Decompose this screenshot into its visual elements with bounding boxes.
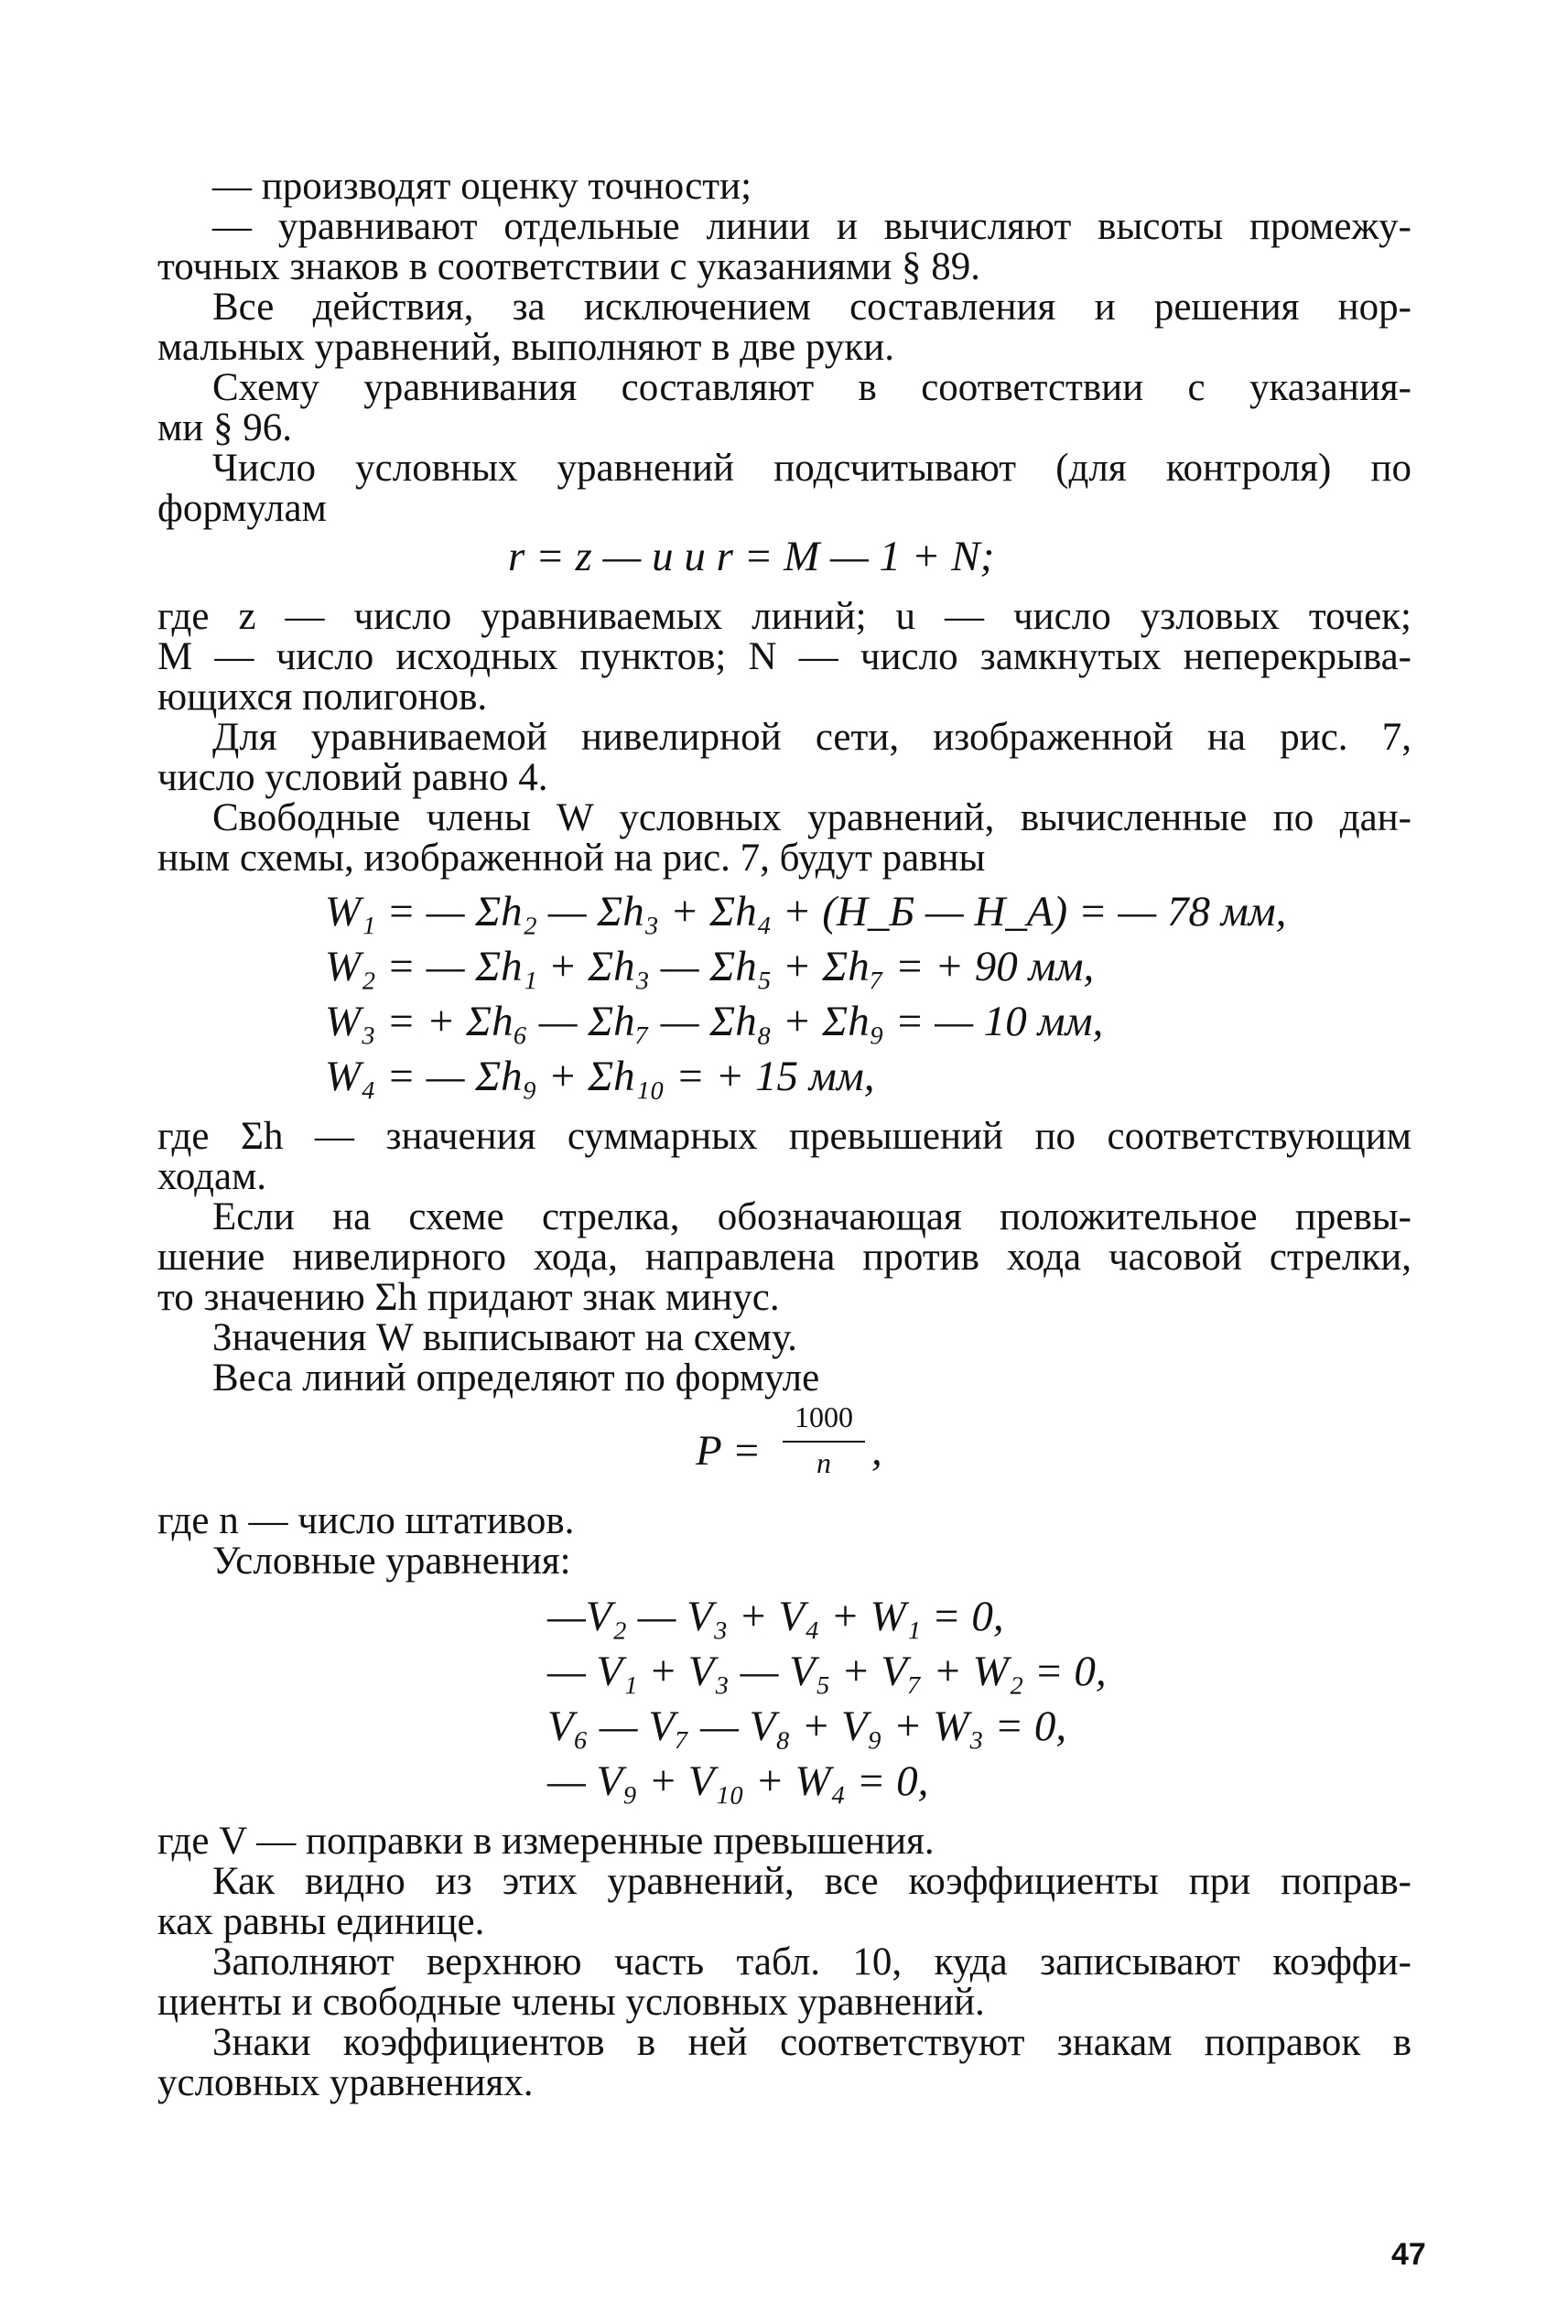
text-line: точных знаков в соответствии с указаниями § 89. bbox=[157, 245, 981, 288]
text-line: Если на схеме стрелка, обозначающая положительное превы- bbox=[212, 1195, 1411, 1238]
formula-condition-count: r = z — u и r = M — 1 + N; bbox=[508, 533, 995, 580]
text-line: Знаки коэффициентов в ней соответствуют знакам поправок в bbox=[212, 2021, 1411, 2064]
formula-w3: W₃ = + Σh₆ — Σh₇ — Σh₈ + Σh₉ = — 10 мм, bbox=[325, 998, 1104, 1045]
formula-condition-2: — V₁ + V₃ — V₅ + V₇ + W₂ = 0, bbox=[547, 1648, 1107, 1695]
text-line: Свободные члены W условных уравнений, вычисленные по дан- bbox=[212, 796, 1411, 839]
formula-condition-3: V₆ — V₇ — V₈ + V₉ + W₃ = 0, bbox=[547, 1702, 1067, 1750]
fraction-numerator: 1000 bbox=[795, 1400, 853, 1433]
text-line: число условий равно 4. bbox=[157, 756, 548, 799]
text-line: Число условных уравнений подсчитывают (для контроля) по bbox=[212, 447, 1411, 490]
text-line: шение нивелирного хода, направлена против хода часовой стрелки, bbox=[157, 1236, 1411, 1279]
text-line: то значению Σh придают знак минус. bbox=[157, 1276, 780, 1319]
formula-weight-tail: , bbox=[871, 1427, 882, 1475]
text-line: где V — поправки в измеренные превышения. bbox=[157, 1820, 935, 1863]
text-line: ным схемы, изображенной на рис. 7, будут равны bbox=[157, 837, 986, 880]
text-line: — уравнивают отдельные линии и вычисляют высоты промежу- bbox=[212, 205, 1411, 248]
fraction bbox=[783, 1400, 865, 1492]
text-line: Схему уравнивания составляют в соответствии с указания- bbox=[212, 366, 1411, 409]
text-line: Значения W выписывают на схему. bbox=[212, 1316, 797, 1359]
text-line: — производят оценку точности; bbox=[212, 165, 752, 208]
text-line: ходам. bbox=[157, 1155, 267, 1198]
text-line: Заполняют верхнюю часть табл. 10, куда записывают коэффи- bbox=[212, 1940, 1411, 1984]
fraction-denominator: n bbox=[816, 1446, 831, 1479]
text-line: условных уравнениях. bbox=[157, 2061, 534, 2104]
text-line: циенты и свободные члены условных уравнений. bbox=[157, 1981, 985, 2024]
formula-w4: W₄ = — Σh₉ + Σh₁₀ = + 15 мм, bbox=[325, 1053, 875, 1100]
text-line: ках равны единице. bbox=[157, 1900, 485, 1943]
formula-condition-4: — V₉ + V₁₀ + W₄ = 0, bbox=[547, 1757, 929, 1805]
text-line: ми § 96. bbox=[157, 406, 292, 449]
text-line: формулам bbox=[157, 487, 327, 530]
formula-condition-1: —V₂ — V₃ + V₄ + W₁ = 0, bbox=[547, 1593, 1004, 1640]
text-line: Условные уравнения: bbox=[212, 1540, 571, 1583]
text-line: где Σh — значения суммарных превышений по соответствующим bbox=[157, 1115, 1411, 1158]
text-line: ющихся полигонов. bbox=[157, 676, 488, 719]
text-line: где n — число штативов. bbox=[157, 1499, 575, 1542]
text-line: мальных уравнений, выполняют в две руки. bbox=[157, 326, 895, 369]
formula-w2: W₂ = — Σh₁ + Σh₃ — Σh₅ + Σh₇ = + 90 мм, bbox=[325, 943, 1095, 990]
page-number: 47 bbox=[1391, 2237, 1426, 2272]
text-line: Все действия, за исключением составления и решения нор- bbox=[212, 286, 1411, 329]
formula-weight-lhs: P = bbox=[696, 1427, 762, 1475]
formula-w1: W₁ = — Σh₂ — Σh₃ + Σh₄ + (H_Б — H_А) = — 78 мм, bbox=[325, 888, 1287, 935]
text-line: Как видно из этих уравнений, все коэффициенты при поправ- bbox=[212, 1860, 1411, 1903]
text-line: Веса линий определяют по формуле bbox=[212, 1357, 820, 1400]
text-line: где z — число уравниваемых линий; u — число узловых точек; bbox=[157, 595, 1411, 638]
formula-weight bbox=[696, 1400, 934, 1492]
text-line: M — число исходных пунктов; N — число замкнутых неперекрыва- bbox=[157, 635, 1411, 678]
fraction-bar bbox=[783, 1441, 865, 1443]
text-line: Для уравниваемой нивелирной сети, изображенной на рис. 7, bbox=[212, 716, 1411, 759]
